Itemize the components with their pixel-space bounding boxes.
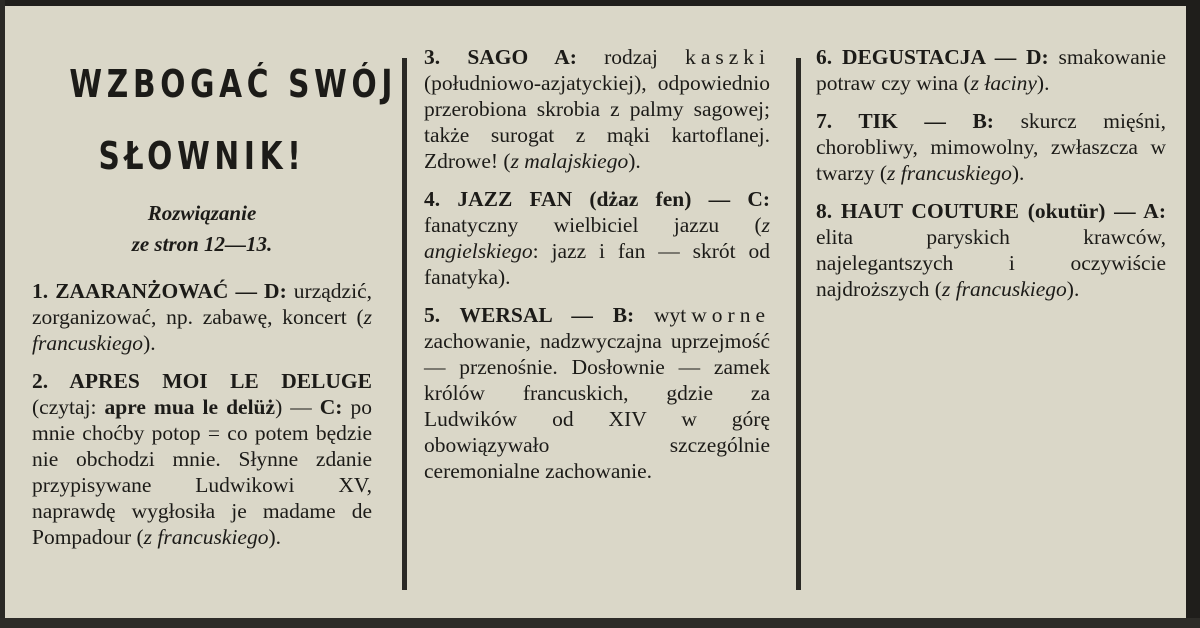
entry-8-head: 8. HAUT COUTURE xyxy=(816,199,1019,223)
entry-8-text2: ) — xyxy=(1098,199,1144,223)
entry-5-text2: zachowanie, nadzwyczajna uprzejmość — przenośnie. Dosłownie — zamek królów francuskich, gdzie za Ludwików od XIV w górę obowiązywało szczególnie ceremonialne zachowanie. xyxy=(424,329,770,483)
entry-1-tail: ). xyxy=(143,331,156,355)
entry-6-tail: ). xyxy=(1036,71,1050,95)
entry-7-head: 7. TIK — B: xyxy=(816,109,994,133)
headline-line-1: WZBOGAĆ SWÓJ xyxy=(69,62,398,106)
entry-8-text1: ( xyxy=(1018,199,1035,223)
headline-line-2: SŁOWNIK! xyxy=(98,134,306,178)
subtitle xyxy=(32,198,372,260)
entry-4-head: 4. JAZZ FAN xyxy=(424,187,573,211)
subtitle-line-2: ze stron 12—13. xyxy=(131,232,273,256)
entry-4-text3: fanatyczny wielbiciel jazzu ( xyxy=(424,213,762,237)
entry-3-text1: rodzaj xyxy=(576,45,686,69)
entry-8-pron: okutür xyxy=(1034,199,1099,223)
frame-right-border xyxy=(1186,0,1200,628)
entry-8 xyxy=(816,198,1166,302)
entry-1-head: 1. ZAARANŻOWAĆ — D: xyxy=(32,279,287,303)
entry-7-tail: ). xyxy=(1011,161,1025,185)
entry-1-text: urządzić, zorganizować, np. zabawę, koncert ( xyxy=(32,279,372,329)
entry-4-tail: : jazz i fan — skrót od fanatyka). xyxy=(424,239,770,289)
frame-left-border xyxy=(0,0,5,628)
column-divider-1 xyxy=(402,58,407,590)
column-divider-2 xyxy=(796,58,801,590)
frame-top-border xyxy=(0,0,1200,6)
entry-2-head: 2. APRES MOI LE DELUGE xyxy=(32,369,372,393)
entry-3-source: z malajskiego xyxy=(510,149,629,173)
column-3 xyxy=(816,44,1166,302)
entry-6-text: smakowanie potraw czy wina ( xyxy=(816,45,1166,95)
entry-2-text2: ) — xyxy=(275,395,320,419)
column-2 xyxy=(424,44,770,484)
entry-3-head: 3. SAGO A: xyxy=(424,45,577,69)
entry-8-text3: elita paryskich krawców, najelegantszych i oczywiście najdroższych ( xyxy=(816,225,1166,301)
entry-3-tail: ). xyxy=(628,149,641,173)
entry-8-answer: A: xyxy=(1143,199,1166,223)
entry-4-text2: ) — xyxy=(684,187,748,211)
entry-4-pron: dżaz fen xyxy=(596,187,685,211)
entry-4-text1: ( xyxy=(572,187,597,211)
entry-7-text: skurcz mięśni, chorobliwy, mimowolny, zwłaszcza w twarzy ( xyxy=(816,109,1166,185)
entry-2-text1: (czytaj: xyxy=(32,395,105,419)
entry-5 xyxy=(424,302,770,484)
entry-4-answer: C: xyxy=(747,187,770,211)
entry-3-text2: (południowo-azjatyckiej), odpowiednio przerobiona skrobia z palmy sagowej; także surogat z mąki kartoflanej. Zdrowe! ( xyxy=(424,71,770,173)
entry-7-source: z francuskiego xyxy=(887,161,1012,185)
entry-3-spaced: kaszki xyxy=(685,45,770,69)
entry-3 xyxy=(424,44,770,174)
entry-6-head: 6. DEGUSTACJA — D: xyxy=(816,45,1049,69)
entry-2-source: z francuskiego xyxy=(143,525,269,549)
entry-6-source: z łaciny xyxy=(970,71,1037,95)
entry-4 xyxy=(424,186,770,290)
entry-2-tail: ). xyxy=(268,525,282,549)
column-1 xyxy=(32,44,398,550)
entry-1-source: z francuskiego xyxy=(32,305,372,355)
entry-8-tail: ). xyxy=(1066,277,1080,301)
entry-4-source: z angielskiego xyxy=(424,213,770,263)
entry-5-text1: wy xyxy=(634,303,681,327)
entry-2-answer: C: xyxy=(319,395,343,419)
entry-2 xyxy=(32,368,372,550)
entry-5-spaced: tworne xyxy=(680,303,770,327)
frame-bottom-border xyxy=(0,618,1200,628)
entry-8-source: z francuskiego xyxy=(941,277,1067,301)
entry-7 xyxy=(816,108,1166,186)
entry-6 xyxy=(816,44,1166,96)
entry-5-head: 5. WERSAL — B: xyxy=(424,303,635,327)
entry-2-text3: po mnie choćby potop = co potem będzie nie obchodzi mnie. Słynne zdanie przypisywane Ludwikowi XV, naprawdę wygłosiła je madame de Pompadour ( xyxy=(32,395,372,549)
subtitle-line-1: Rozwiązanie xyxy=(147,201,257,225)
entry-2-pron: apre mua le delüż xyxy=(104,395,276,419)
entry-1 xyxy=(32,278,372,356)
